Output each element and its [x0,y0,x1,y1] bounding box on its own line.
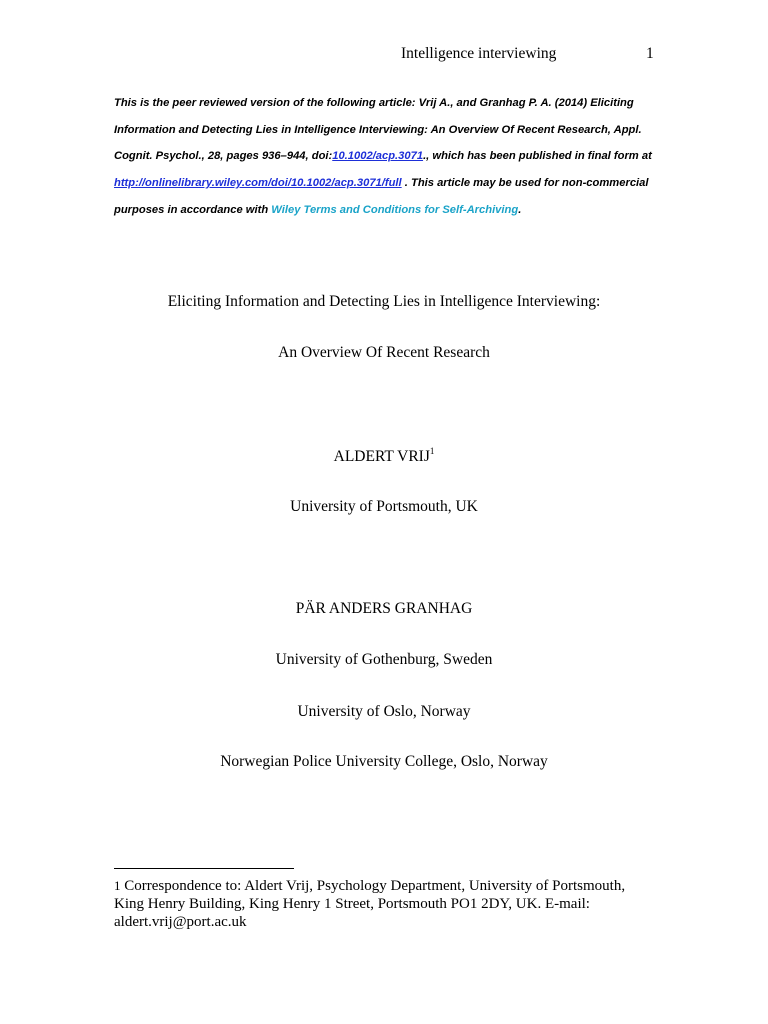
paper-title: Eliciting Information and Detecting Lies in Intelligence Interviewing: [167,293,601,310]
author-name: PÄR ANDERS GRANHAG [295,600,473,617]
footnote-marker[interactable]: 1 [429,446,435,456]
notice-text: . [518,203,522,216]
page-number: 1 [646,45,654,62]
doi-link[interactable]: 10.1002/acp.3071 [332,150,424,163]
footnote-divider [114,868,294,869]
terms-link[interactable]: Wiley Terms and Conditions for Self-Archiving [271,203,519,216]
author-affiliation: Norwegian Police University College, Oslo, Norway [220,753,548,770]
running-head: Intelligence interviewing [401,45,557,62]
author-name [0,446,768,466]
author-affiliation: University of Portsmouth, UK [290,498,478,515]
author-affiliation: University of Gothenburg, Sweden [275,651,493,668]
article-url-link[interactable]: http://onlinelibrary.wiley.com/doi/10.1002/acp.3071/full [114,177,402,190]
footnote-text: Correspondence to: Aldert Vrij, Psychology Department, University of Portsmouth, King Henry Building, King Henry 1 Street, Portsmouth PO1 2DY, UK. E-mail: aldert.vrij@port.ac.uk [114,878,626,930]
footnote-mark: 1 [114,878,121,893]
author-name-text: ALDERT VRIJ [333,448,430,465]
paper-subtitle: An Overview Of Recent Research [278,344,490,361]
publication-notice [114,90,662,224]
notice-text: . This article may be used for non-commercial purposes in accordance with [114,177,649,216]
notice-text: ., which has been published in final form at [423,150,652,163]
author-affiliation: University of Oslo, Norway [297,703,471,720]
notice-text: This is the peer reviewed version of the following article: Vrij A., and Granhag P. A. (2014) Eliciting Information and Detecting Lies in Intelligence Interviewing: An Overview Of Recent Research, Appl. Cognit. Psychol., 28, pages 936–944, doi: [114,97,642,163]
footnote [114,877,654,931]
